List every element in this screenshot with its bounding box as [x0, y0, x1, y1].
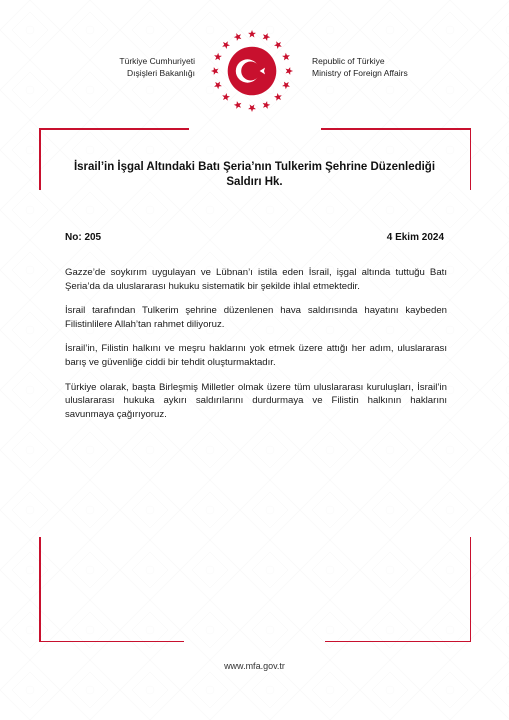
emblem-star: [214, 82, 222, 90]
document-title: [50, 160, 459, 190]
emblem-star: [234, 33, 242, 41]
header-right-line2: Ministry of Foreign Affairs: [312, 67, 408, 78]
emblem-star: [274, 41, 282, 49]
document-number: No: 205: [65, 232, 102, 243]
frame-bottom-left-horizontal: [39, 641, 184, 643]
paragraph: İsrail tarafından Tulkerim şehrine düzenlenen hava saldırısında hayatını kaybeden Filistinlilere Allah’tan rahmet diliyoruz.: [65, 305, 447, 330]
document-body: [65, 266, 447, 432]
emblem-star: [214, 53, 222, 61]
frame-top-right-horizontal: [321, 128, 471, 130]
frame-bottom-right-vertical: [470, 537, 472, 642]
header-institution-en: [312, 56, 432, 79]
emblem-star: [263, 33, 271, 41]
document-date: 4 Ekim 2024: [386, 232, 444, 243]
title-line1: İsrail’in İşgal Altındaki Batı Şeria’nın Tulkerim Şehrine Düzenlediği: [73, 161, 436, 173]
emblem-star: [211, 67, 218, 75]
header-right-line1: Republic of Türkiye: [312, 56, 385, 66]
frame-top-left-horizontal: [39, 128, 189, 130]
paragraph: İsrail’in, Filistin halkını ve meşru haklarını yok etmek üzere attığı her adım, uluslararası barış ve güvenliğe ciddi bir tehdit oluşturmaktadır.: [65, 343, 447, 368]
frame-top-left-vertical: [39, 128, 41, 190]
frame-bottom-right-horizontal: [325, 641, 471, 643]
emblem-star: [248, 105, 256, 112]
header-institution-tr: [110, 56, 195, 79]
header-left-line1: Türkiye Cumhuriyeti: [119, 56, 195, 66]
header-left-line2: Dışişleri Bakanlığı: [126, 67, 195, 78]
emblem-star: [263, 101, 271, 109]
title-line2: Saldırı Hk.: [226, 176, 283, 188]
emblem-star: [282, 82, 290, 90]
emblem-star: [234, 101, 242, 109]
ministry-emblem-icon: [207, 26, 297, 116]
emblem-star: [248, 30, 256, 37]
emblem-star: [274, 93, 282, 101]
frame-bottom-left-vertical: [39, 537, 41, 642]
emblem-star: [222, 41, 230, 49]
emblem-star: [222, 93, 230, 101]
footer-website: www.mfa.gov.tr: [224, 661, 285, 671]
emblem-star: [286, 67, 293, 75]
frame-top-right-vertical: [470, 128, 472, 190]
emblem-star: [282, 53, 290, 61]
paragraph: Gazze’de soykırım uygulayan ve Lübnan’ı istila eden İsrail, işgal altında tuttuğu Batı Şeria’da da uluslararası hukuku sistematik bir şekilde ihlal etmektedir.: [65, 267, 447, 292]
paragraph: Türkiye olarak, başta Birleşmiş Milletler olmak üzere tüm uluslararası kuruluşları, İsrail’in uluslararası hukuka aykırı saldırılarını durdurmaya ve Filistin halkının haklarını savunmaya çağırıyoruz.: [65, 381, 447, 420]
